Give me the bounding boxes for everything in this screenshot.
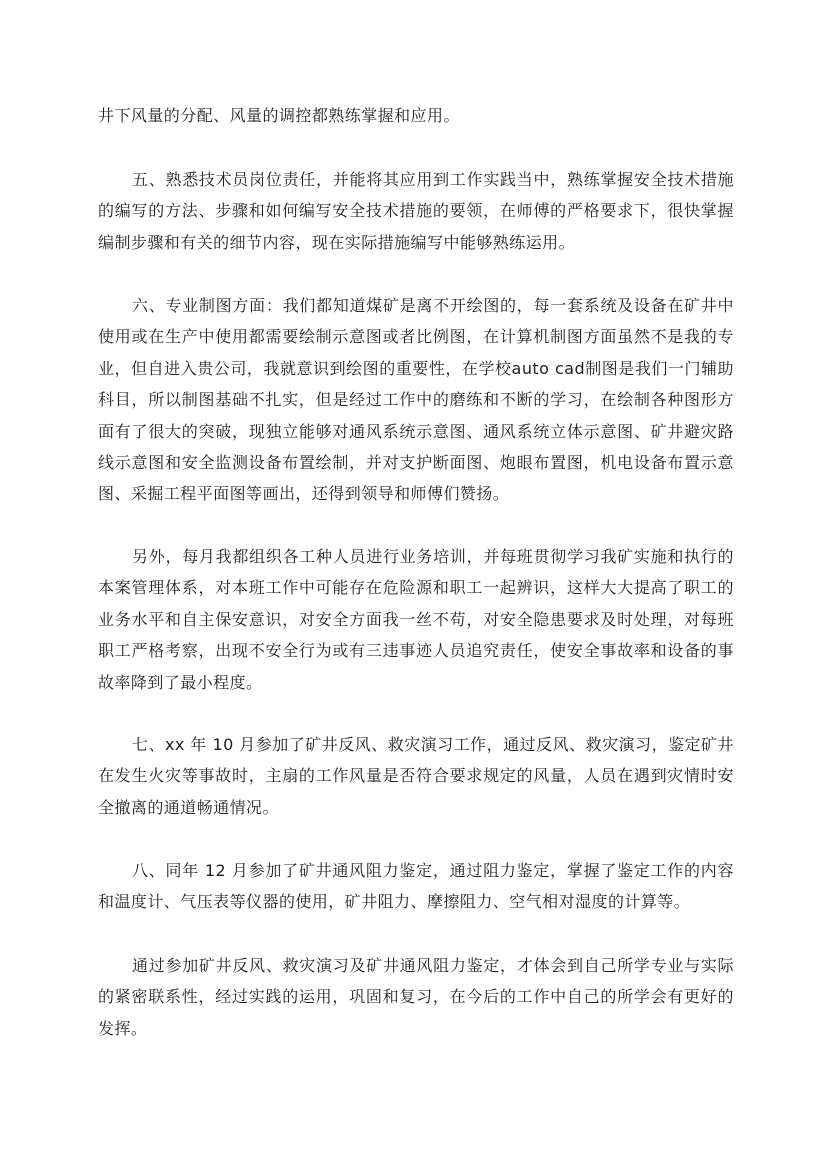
paragraph-item-eight: 八、同年 12 月参加了矿井通风阻力鉴定，通过阻力鉴定，掌握了鉴定工作的内容和温度计、气压表等仪器的使用，矿井阻力、摩擦阻力、空气相对湿度的计算等。	[98, 861, 734, 912]
paragraph-item-five: 五、熟悉技术员岗位责任，并能将其应用到工作实践当中，熟练掌握安全技术措施的编写的方法、步骤和如何编写安全技术措施的要领，在师傅的严格要求下，很快掌握编制步骤和有关的细节内容，现在实际措施编写中能够熟练运用。	[98, 170, 734, 252]
paragraph-continuation: 井下风量的分配、风量的调控都熟练掌握和应用。	[98, 106, 460, 125]
paragraph-item-six: 六、专业制图方面：我们都知道煤矿是离不开绘图的，每一套系统及设备在矿井中使用或在生产中使用都需要绘制示意图或者比例图，在计算机制图方面虽然不是我的专业，但自进入贵公司，我就意识到绘图的重要性，在学校auto cad制图是我们一门辅助科目，所以制图基础不扎实，但是经过工作中的磨练和不断的学习，在绘制各种图形方面有了很大的突破，现独立能够对通风系统示意图、通风系统立体示意图、矿井避灾路线示意图和安全监测设备布置绘制，并对支护断面图、炮眼布置图，机电设备布置示意图、采掘工程平面图等画出，还得到领导和师傅们赞扬。	[98, 296, 734, 504]
paragraph-additional: 另外，每月我都组织各工种人员进行业务培训，并每班贯彻学习我矿实施和执行的本案管理体系，对本班工作中可能存在危险源和职工一起辨识，这样大大提高了职工的业务水平和自主保安意识，对安全方面我一丝不苟，对安全隐患要求及时处理，对每班职工严格考察，出现不安全行为或有三违事迹人员追究责任，使安全事故率和设备的事故率降到了最小程度。	[98, 547, 734, 692]
paragraph-item-seven: 七、xx 年 10 月参加了矿井反风、救灾演习工作，通过反风、救灾演习，鉴定矿井在发生火灾等事故时，主扇的工作风量是否符合要求规定的风量，人员在遇到灾情时安全撤离的通道畅通情况。	[98, 735, 734, 817]
paragraph-conclusion: 通过参加矿井反风、救灾演习及矿井通风阻力鉴定，才体会到自己所学专业与实际的紧密联系性，经过实践的运用，巩固和复习，在今后的工作中自己的所学会有更好的发挥。	[98, 956, 734, 1038]
